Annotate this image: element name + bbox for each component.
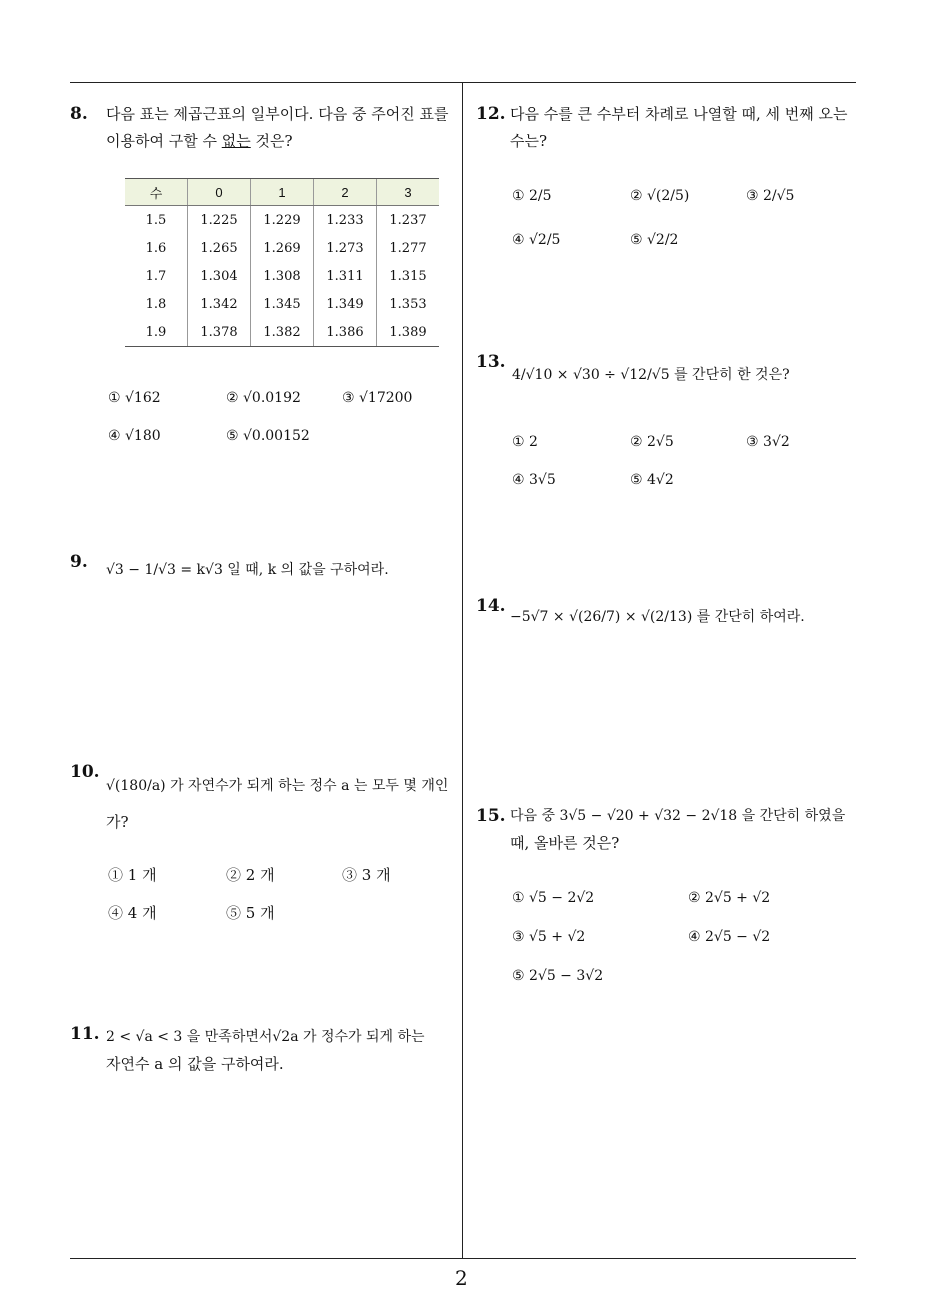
question-line: 2 < √a < 3 을 만족하면서√2a 가 정수가 되게 하는 (106, 1029, 425, 1045)
table-cell: 1.8 (145, 296, 167, 312)
answer-option[interactable]: ① 2 (512, 434, 538, 450)
table-cell: 1.225 (188, 206, 251, 235)
answer-option[interactable]: ① 2/5 (512, 188, 552, 204)
question-text (106, 1024, 456, 1078)
question-line (106, 128, 456, 155)
question-number: 14. (476, 596, 506, 616)
question-line: 자연수 a 의 값을 구하여라. (106, 1055, 284, 1073)
table-row (125, 318, 439, 347)
text-part: 이용하여 구할 수 (106, 132, 222, 150)
table-row (125, 206, 439, 235)
answer-option[interactable]: ② 2 개 (226, 866, 275, 884)
underlined-text: 없는 (221, 132, 251, 150)
question-number: 15. (476, 806, 506, 826)
answer-option[interactable]: ① √5 − 2√2 (512, 890, 595, 906)
table-cell: 1.378 (188, 318, 251, 347)
answer-option[interactable]: ② √0.0192 (226, 390, 301, 406)
answer-option[interactable]: ③ 3 개 (342, 866, 391, 884)
question-text (510, 101, 856, 155)
answer-option[interactable]: ③ 2/√5 (746, 188, 795, 204)
table-cell: 1.353 (377, 290, 440, 318)
answer-option[interactable]: ④ 2√5 − √2 (688, 929, 771, 945)
table-header: 2 (314, 179, 377, 206)
table-cell: 1.389 (377, 318, 440, 347)
answer-option[interactable]: ③ √17200 (342, 390, 413, 406)
answer-option[interactable]: ② 2√5 + √2 (688, 890, 771, 906)
square-root-table (125, 178, 439, 347)
answer-option[interactable]: ⑤ √0.00152 (226, 428, 310, 444)
top-rule (70, 82, 856, 83)
question-text: √3 − 1/√3 = k√3 일 때, k 의 값을 구하여라. (106, 562, 389, 578)
question-number: 13. (476, 352, 506, 372)
answer-option[interactable]: ④ 3√5 (512, 472, 556, 488)
answer-option[interactable]: ⑤ √2/2 (630, 232, 679, 248)
table-cell: 1.237 (377, 206, 440, 235)
table-cell: 1.233 (314, 206, 377, 235)
answer-option[interactable]: ② √(2/5) (630, 188, 690, 204)
question-line: 다음 수를 큰 수부터 차례로 나열할 때, 세 번째 오는 (510, 105, 848, 123)
answer-option[interactable]: ⑤ 2√5 − 3√2 (512, 968, 604, 984)
table-cell: 1.311 (314, 262, 377, 290)
page-number: 2 (455, 1266, 468, 1290)
table-cell: 1.6 (145, 240, 167, 256)
question-number: 12. (476, 104, 506, 124)
answer-option[interactable]: ④ 4 개 (108, 904, 157, 922)
table-cell: 1.349 (314, 290, 377, 318)
table-header: 1 (251, 179, 314, 206)
table-cell: 1.277 (377, 234, 440, 262)
column-divider (462, 82, 463, 1258)
question-text (510, 803, 856, 857)
answer-option[interactable]: ② 2√5 (630, 434, 674, 450)
table-row (125, 290, 439, 318)
answer-option[interactable]: ⑤ 5 개 (226, 904, 275, 922)
question-line: 다음 중 3√5 − √20 + √32 − 2√18 을 간단히 하였을 (510, 808, 846, 824)
answer-option[interactable]: ③ 3√2 (746, 434, 790, 450)
table-cell: 1.229 (251, 206, 314, 235)
question-text: 4/√10 × √30 ÷ √12/√5 를 간단히 한 것은? (512, 367, 790, 383)
table-header: 0 (188, 179, 251, 206)
table-cell: 1.265 (188, 234, 251, 262)
table-cell: 1.345 (251, 290, 314, 318)
table-cell: 1.386 (314, 318, 377, 347)
question-number: 8. (70, 104, 88, 124)
table-header: 3 (377, 179, 440, 206)
table-cell: 1.273 (314, 234, 377, 262)
answer-option[interactable]: ④ √2/5 (512, 232, 561, 248)
question-number: 11. (70, 1024, 100, 1044)
table-cell: 1.9 (125, 318, 188, 347)
bottom-rule (70, 1258, 856, 1259)
answer-option[interactable]: ① √162 (108, 390, 161, 406)
table-cell: 1.315 (377, 262, 440, 290)
text-part: 것은? (250, 132, 293, 150)
table-cell: 1.342 (188, 290, 251, 318)
question-line: 가? (106, 813, 129, 831)
table-cell: 1.308 (251, 262, 314, 290)
table-cell: 1.382 (251, 318, 314, 347)
question-number: 10. (70, 762, 100, 782)
table-header: 수 (125, 179, 188, 206)
answer-option[interactable]: ③ √5 + √2 (512, 929, 586, 945)
table-row (125, 262, 439, 290)
question-text (106, 101, 456, 155)
answer-option[interactable]: ④ √180 (108, 428, 161, 444)
table-cell: 1.5 (145, 212, 167, 228)
question-line: 수는? (510, 132, 548, 150)
question-line: √(180/a) 가 자연수가 되게 하는 정수 a 는 모두 몇 개인 (106, 778, 449, 794)
table-cell: 1.7 (145, 268, 167, 284)
answer-option[interactable]: ⑤ 4√2 (630, 472, 674, 488)
table-row (125, 234, 439, 262)
question-text (106, 768, 456, 840)
table-cell: 1.269 (251, 234, 314, 262)
table-cell: 1.304 (188, 262, 251, 290)
question-line: 때, 올바른 것은? (510, 834, 620, 852)
question-line: 다음 표는 제곱근표의 일부이다. 다음 중 주어진 표를 (106, 105, 449, 123)
answer-option[interactable]: ① 1 개 (108, 866, 157, 884)
question-number: 9. (70, 552, 88, 572)
question-text: −5√7 × √(26/7) × √(2/13) 를 간단히 하여라. (510, 609, 805, 625)
